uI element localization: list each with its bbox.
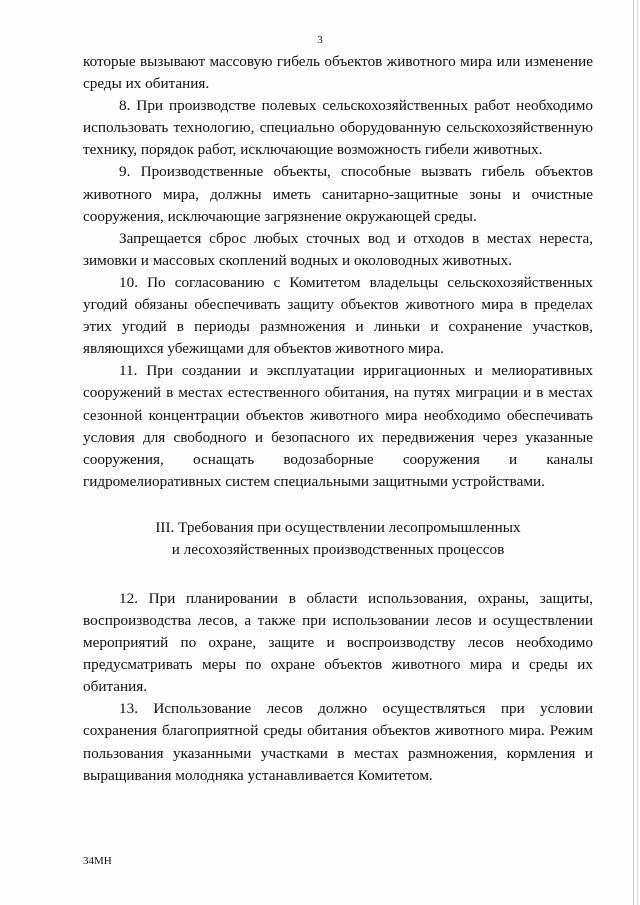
paragraph-item-8: 8. При производстве полевых сельскохозяйственных работ необходимо использовать технологию, специально оборудованную сельскохозяйственную технику, порядок работ, исключающие возможность гибели животных. [83,97,593,159]
section-heading [83,517,593,561]
page-number: 3 [317,34,323,46]
paragraph-item-13: 13. Использование лесов должно осуществляться при условии сохранения благоприятной среды обитания объектов животного мира. Режим пользования указанными участками в местах размножения, кормления и выращивания молодняка устанавливается Комитетом. [83,700,593,784]
paragraph-item-9: 9. Производственные объекты, способные вызвать гибель объектов животного мира, должны иметь санитарно-защитные зоны и очистные сооружения, исключающие загрязнение окружающей среды. [83,163,593,225]
footer-document-code: 34МН [83,855,112,867]
page-edge-line [633,0,634,905]
paragraph-item-10: 10. По согласованию с Комитетом владельцы сельскохозяйственных угодий обязаны обеспечивать защиту объектов животного мира в пределах этих угодий в периоды размножения и линьки и сохранение участков, являющихся убежищами для объектов животного мира. [83,273,593,358]
section-heading-line-2: и лесохозяйственных производственных процессов [171,540,505,558]
paragraph-item-12: 12. При планировании в области использования, охраны, защиты, воспроизводства лесов, а также при использовании лесов и осуществлении мероприятий по охране, защите и воспроизводству лесов необходимо предусматривать меры по охране объектов животного мира и среды их обитания. [83,589,593,696]
paragraph-discharge-ban: Запрещается сброс любых сточных вод и отходов в местах нереста, зимовки и массовых скоплений водных и околоводных животных. [83,229,593,269]
document-body [83,51,593,787]
page-edge-line [637,0,638,905]
paragraph-continuation: которые вызывают массовую гибель объектов животного мира или изменение среды их обитания. [83,53,593,93]
section-heading-line-1: III. Требования при осуществлении лесопромышленных [155,518,521,536]
paragraph-item-11: 11. При создании и эксплуатации ирригационных и мелиоративных сооружений в местах естественного обитания, на путях миграции и в местах сезонной концентрации объектов животного мира необходимо обеспечивать условия для свободного и безопасного их передвижения через указанные сооружения, оснащать водозаборные сооружения и каналы гидромелиоративных систем специальными защитными устройствами. [83,362,593,490]
